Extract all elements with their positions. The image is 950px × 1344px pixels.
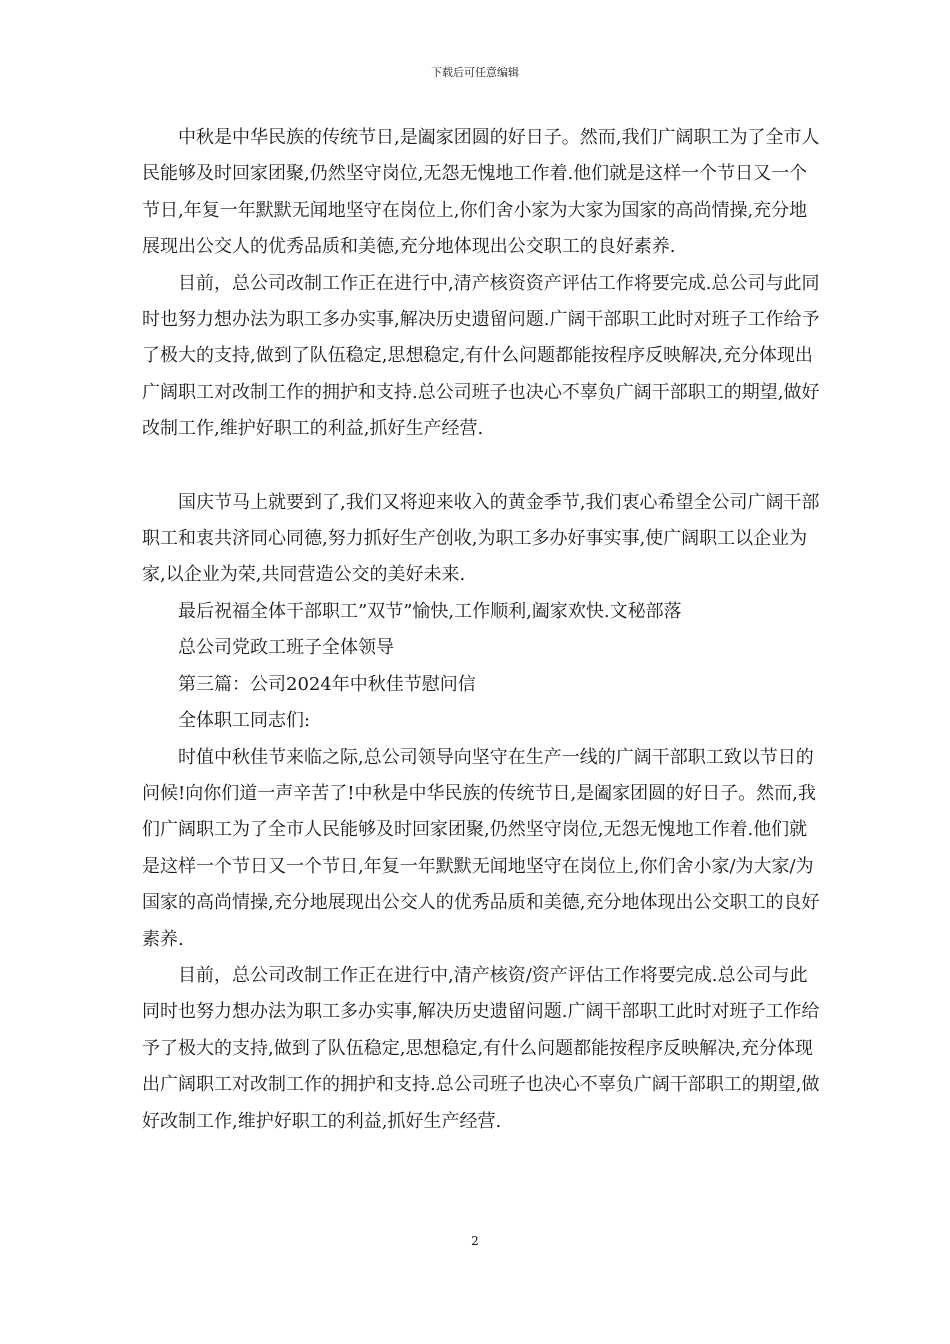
paragraph-greeting: 时值中秋佳节来临之际,总公司领导向坚守在生产一线的广阔干部职工致以节日的问候!向你们道一声辛苦了!中秋是中华民族的传统节日,是阖家团圆的好日子。然而,我们广阔职工为了全市人民能够及时回家团聚,仍然坚守岗位,无怨无愧地工作着.他们就是这样一个节日又一个节日,年复一年默默无闻地坚守在岗位上,你们舍小家/为大家/为国家的高尚情操,充分地展现出公交人的优秀品质和美德,充分地体现出公交职工的良好素养.	[142, 746, 820, 950]
paragraph-gap	[142, 448, 822, 485]
paragraph-restructuring-2: 目前，总公司改制工作正在进行中,清产核资/资产评估工作将要完成.总公司与此同时也努力想办法为职工多办实事,解决历史遗留问题.广阔干部职工此时对班子工作给予了极大的支持,做到了队伍稳定,思想稳定,有什么问题都能按程序反映解决,充分体现出广阔职工对改制工作的拥护和支持.总公司班子也决心不辜负广阔干部职工的期望,做好改制工作,维护好职工的利益,抓好生产经营.	[142, 964, 820, 1132]
section-heading: 第三篇：公司2024年中秋佳节慰问信	[178, 673, 476, 695]
salutation: 全体职工同志们:	[178, 710, 311, 732]
page-number: 2	[471, 1234, 479, 1248]
page-header: 下载后可任意编辑	[431, 66, 519, 79]
paragraph-signature: 总公司党政工班子全体领导	[178, 637, 394, 659]
paragraph-national-day: 国庆节马上就要到了,我们又将迎来收入的黄金季节,我们衷心希望全公司广阔干部职工和衷共济同心同德,努力抓好生产创收,为职工多办好事实事,使广阔职工以企业为家,以企业为荣,共同营造公交的美好未来.	[142, 491, 820, 586]
paragraph-restructuring: 目前，总公司改制工作正在进行中,清产核资资产评估工作将要完成.总公司与此同时也努力想办法为职工多办实事,解决历史遗留问题.广阔干部职工此时对班子工作给予了极大的支持,做到了队伍稳定,思想稳定,有什么问题都能按程序反映解决,充分体现出广阔职工对改制工作的拥护和支持.总公司班子也决心不辜负广阔干部职工的期望,做好改制工作,维护好职工的利益,抓好生产经营.	[142, 272, 820, 440]
document-body	[142, 120, 822, 1140]
paragraph-closing-wishes: 最后祝福全体干部职工”双节”愉快,工作顺利,阖家欢快.文秘部落	[178, 600, 682, 622]
paragraph-mid-autumn: 中秋是中华民族的传统节日,是阖家团圆的好日子。然而,我们广阔职工为了全市人民能够及时回家团聚,仍然坚守岗位,无怨无愧地工作着.他们就是这样一个节日又一个节日,年复一年默默无闻地坚守在岗位上,你们舍小家为大家为国家的高尚情操,充分地展现出公交人的优秀品质和美德,充分地体现出公交职工的良好素养.	[142, 127, 820, 258]
